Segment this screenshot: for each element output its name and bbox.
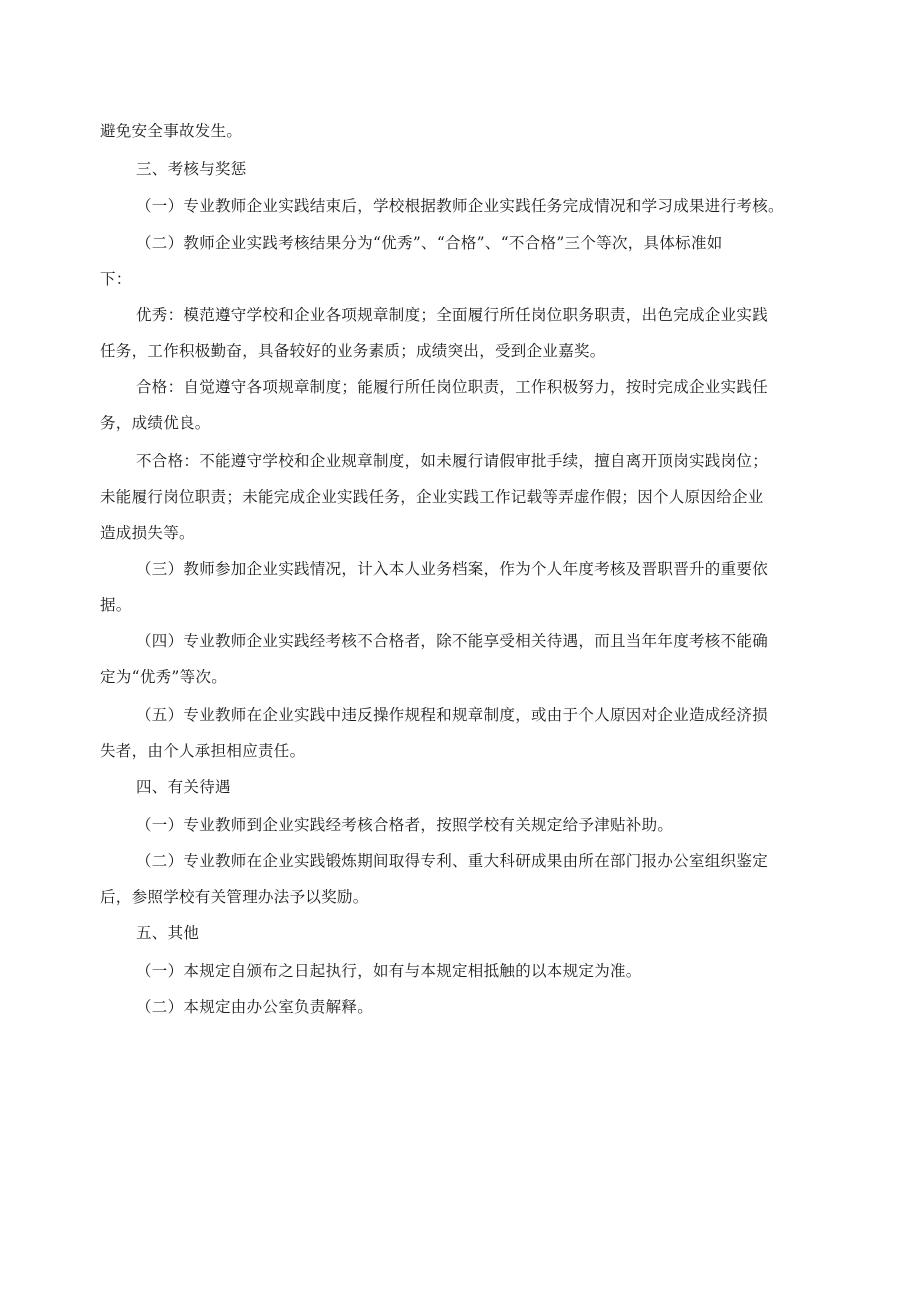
text-line: 定为“优秀”等次。 <box>100 668 228 686</box>
text-line: 造成损失等。 <box>100 524 195 542</box>
text-line: 不合格：不能遵守学校和企业规章制度，如未履行请假审批手续，擅自离开顶岗实践岗位； <box>136 452 769 470</box>
text-line: （三）教师参加企业实践情况，计入本人业务档案，作为个人年度考核及晋职晋升的重要依 <box>136 560 769 578</box>
text-line: 避免安全事故发生。 <box>100 122 243 140</box>
section-heading: 五、其他 <box>136 924 200 942</box>
text-line: 失者，由个人承担相应责任。 <box>100 742 306 760</box>
text-line: 据。 <box>100 596 132 614</box>
text-line: （一）本规定自颁布之日起执行，如有与本规定相抵触的以本规定为准。 <box>136 962 642 980</box>
text-line: 任务，工作积极勤奋，具备较好的业务素质；成绩突出，受到企业嘉奖。 <box>100 342 606 360</box>
text-line: （二）专业教师在企业实践锻炼期间取得专利、重大科研成果由所在部门报办公室组织鉴定 <box>136 852 769 870</box>
text-line: 合格：自觉遵守各项规章制度；能履行所任岗位职责，工作积极努力，按时完成企业实践任 <box>136 378 769 396</box>
text-line: （二）本规定由办公室负责解释。 <box>136 998 374 1016</box>
text-line: （一）专业教师企业实践结束后，学校根据教师企业实践任务完成情况和学习成果进行考核。 <box>136 197 784 215</box>
text-line: （五）专业教师在企业实践中违反操作规程和规章制度，或由于个人原因对企业造成经济损 <box>136 706 769 724</box>
section-heading: 四、有关待遇 <box>136 778 231 796</box>
text-line: 务，成绩优良。 <box>100 414 211 432</box>
text-line: 优秀：模范遵守学校和企业各项规章制度；全面履行所任岗位职务职责，出色完成企业实践 <box>136 306 769 324</box>
text-line: 未能履行岗位职责；未能完成企业实践任务，企业实践工作记载等弄虚作假；因个人原因给企业 <box>100 488 764 506</box>
section-heading: 三、考核与奖惩 <box>136 160 247 178</box>
text-line: 后，参照学校有关管理办法予以奖励。 <box>100 888 369 906</box>
text-line: 下： <box>100 270 132 288</box>
text-line: （四）专业教师企业实践经考核不合格者，除不能享受相关待遇，而且当年年度考核不能确 <box>136 632 769 650</box>
text-line: （二）教师企业实践考核结果分为“优秀”、“合格”、“不合格”三个等次，具体标准如 <box>136 234 723 252</box>
text-line: （一）专业教师到企业实践经考核合格者，按照学校有关规定给予津贴补助。 <box>136 816 674 834</box>
